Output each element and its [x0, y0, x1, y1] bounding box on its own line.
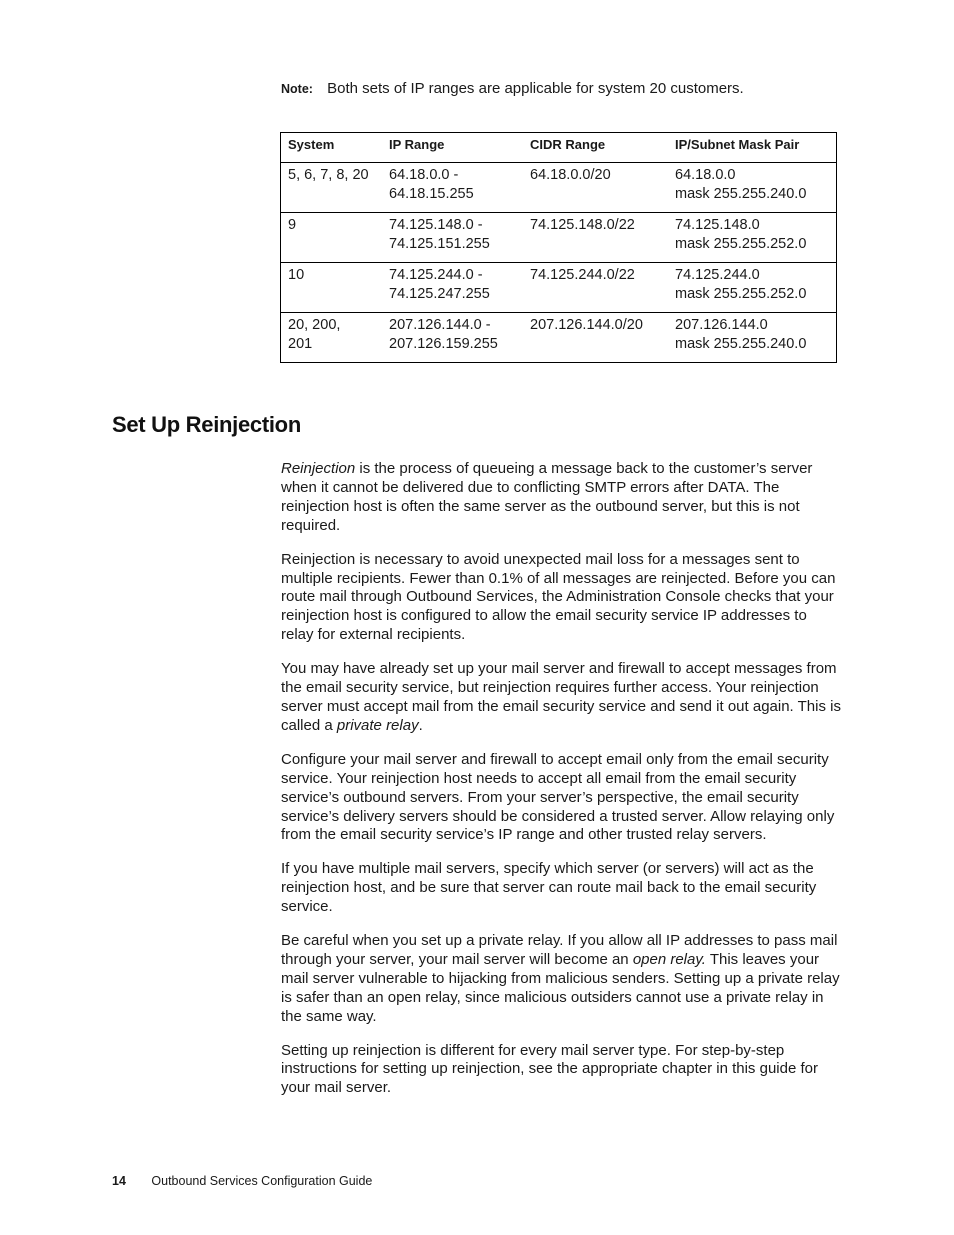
table-row	[281, 213, 837, 263]
paragraph-text: Be careful when you set up a private relay. If you allow all IP addresses to pass mail through your server, your mail server will become an	[281, 932, 838, 968]
page-footer	[112, 1174, 372, 1188]
note-label: Note:	[281, 82, 313, 96]
cell-cidr-range: 64.18.0.0/20	[523, 163, 668, 213]
paragraph	[281, 460, 841, 536]
cell-ip-range: 64.18.0.0 - 64.18.15.255	[382, 163, 523, 213]
paragraph	[281, 660, 841, 736]
note	[281, 79, 744, 99]
table-row	[281, 163, 837, 213]
cell-subnet-mask-pair: 74.125.148.0 mask 255.255.252.0	[668, 213, 837, 263]
paragraph: If you have multiple mail servers, specify which server (or servers) will act as the reinjection host, and be sure that server can route mail back to the email security service.	[281, 860, 817, 916]
cell-subnet-mask-pair: 207.126.144.0 mask 255.255.240.0	[668, 313, 837, 363]
cell-ip-range: 74.125.148.0 - 74.125.151.255	[382, 213, 523, 263]
document-title: Outbound Services Configuration Guide	[151, 1174, 373, 1188]
header-system: System	[281, 133, 383, 163]
cell-system: 10	[281, 263, 383, 313]
cell-subnet-mask-pair: 64.18.0.0 mask 255.255.240.0	[668, 163, 837, 213]
note-text: Both sets of IP ranges are applicable for system 20 customers.	[327, 80, 744, 97]
cell-cidr-range: 74.125.148.0/22	[523, 213, 668, 263]
cell-cidr-range: 74.125.244.0/22	[523, 263, 668, 313]
cell-system: 20, 200, 201	[281, 313, 383, 363]
ip-range-table	[280, 132, 837, 363]
table-header-row	[281, 133, 837, 163]
header-subnet-mask-pair: IP/Subnet Mask Pair	[668, 133, 837, 163]
section-body	[281, 460, 841, 1113]
section-heading: Set Up Reinjection	[112, 412, 301, 437]
term-private-relay: private relay	[336, 716, 419, 734]
header-cidr-range: CIDR Range	[523, 133, 668, 163]
paragraph-text: .	[418, 716, 423, 734]
cell-ip-range: 74.125.244.0 - 74.125.247.255	[382, 263, 523, 313]
paragraph: Setting up reinjection is different for every mail server type. For step-by-step instructions for setting up reinjection, see the appropriate chapter in this guide for your mail server.	[281, 1041, 818, 1097]
cell-ip-range: 207.126.144.0 - 207.126.159.255	[382, 313, 523, 363]
term-reinjection: Reinjection	[281, 460, 356, 477]
paragraph-text: This leaves your mail server vulnerable to hijacking from malicious senders. Setting up a private relay is safer than an open relay, since malicious outsiders cannot use a private relay in the same way.	[281, 950, 840, 1025]
header-ip-range: IP Range	[382, 133, 523, 163]
table-row	[281, 263, 837, 313]
cell-subnet-mask-pair: 74.125.244.0 mask 255.255.252.0	[668, 263, 837, 313]
cell-cidr-range: 207.126.144.0/20	[523, 313, 668, 363]
term-open-relay: open relay.	[632, 950, 706, 968]
paragraph	[281, 932, 841, 1027]
paragraph-text: You may have already set up your mail server and firewall to accept messages from the email security service, but reinjection requires further access. Your reinjection server must accept mail from the email security service and send it out again. This is called a	[281, 660, 841, 734]
table-row	[281, 313, 837, 363]
cell-system: 5, 6, 7, 8, 20	[281, 163, 383, 213]
page-number: 14	[112, 1174, 126, 1188]
paragraph-text: is the process of queueing a message back to the customer’s server when it cannot be delivered due to conflicting SMTP errors after DATA. The reinjection host is often the same server as the outbound server, but this is not required.	[281, 460, 813, 534]
cell-system: 9	[281, 213, 383, 263]
paragraph: Configure your mail server and firewall to accept email only from the email security service. Your reinjection host needs to accept all email from the email security service’s outbound servers. From your server’s perspective, the email security service’s delivery servers should be considered a trusted server. Allow relaying only from the email security service’s IP range and other trusted relay servers.	[281, 750, 835, 844]
paragraph: Reinjection is necessary to avoid unexpected mail loss for a messages sent to multiple recipients. Fewer than 0.1% of all messages are reinjected. Before you can route mail through Outbound Services, the Administration Console checks that your reinjection host is configured to allow the email security service IP addresses to relay for external recipients.	[281, 550, 836, 644]
